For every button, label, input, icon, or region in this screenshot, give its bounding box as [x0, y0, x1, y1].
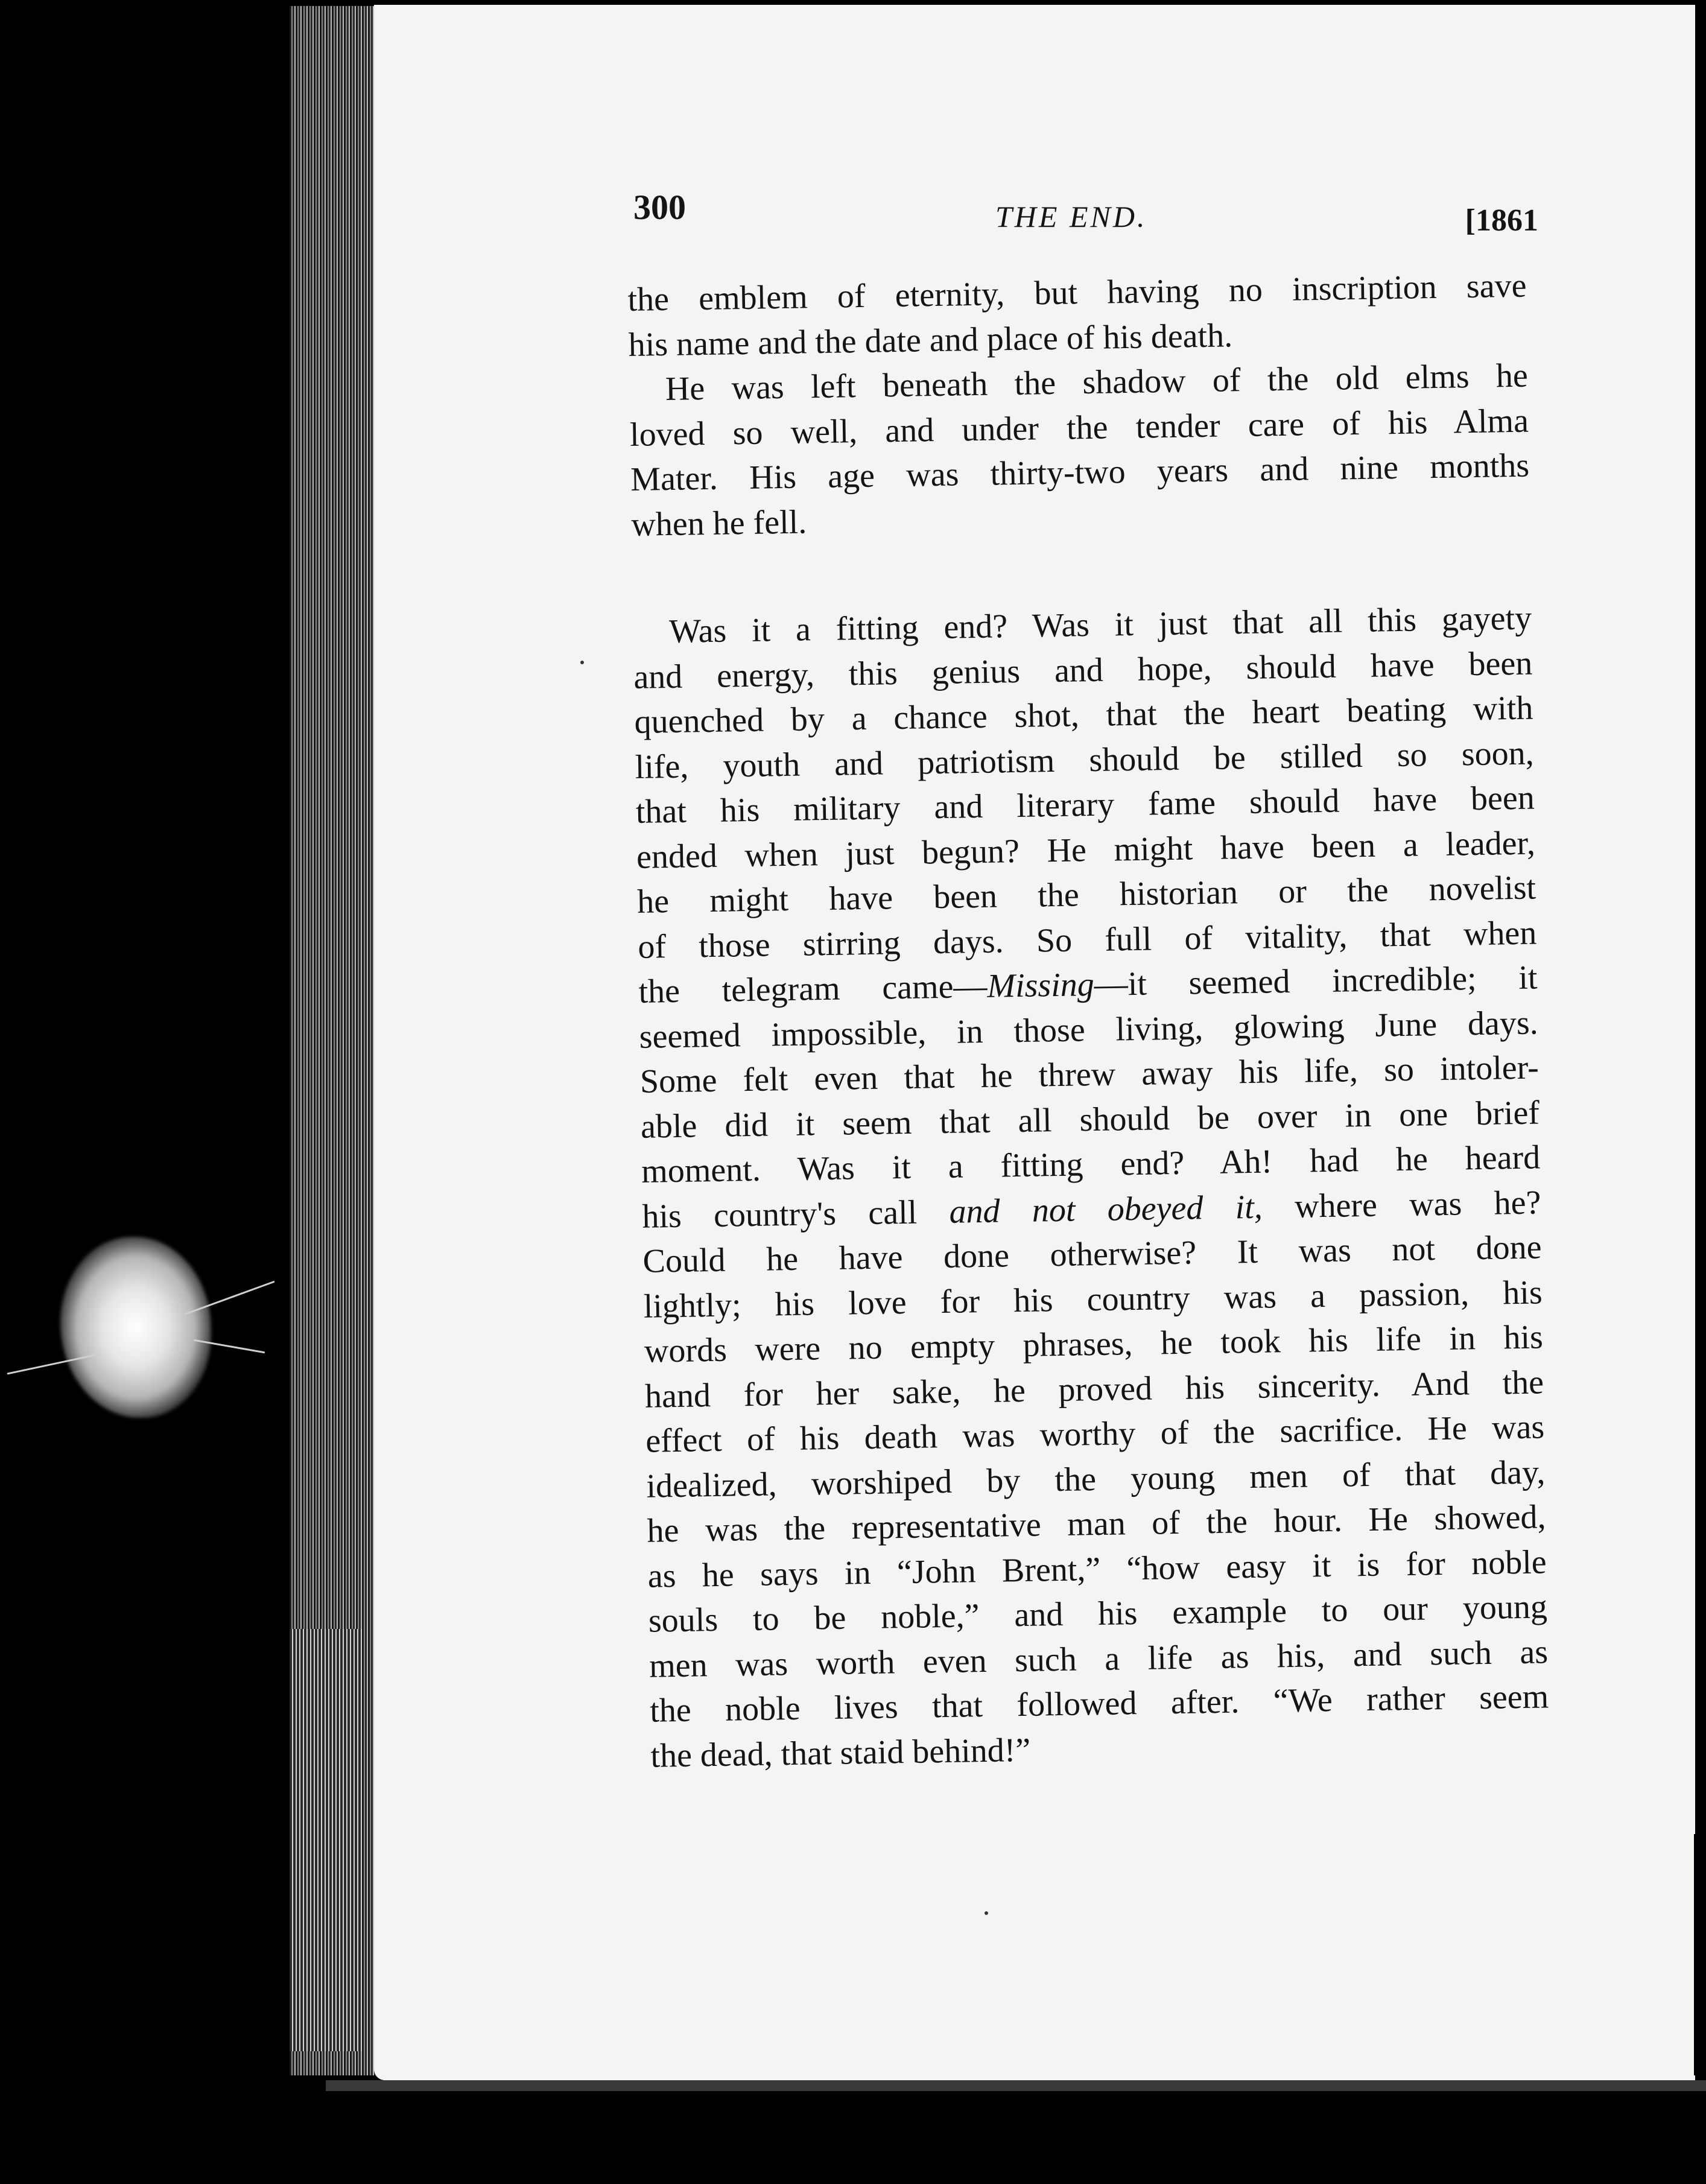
- paragraph: [627, 264, 1527, 367]
- running-head: THE END.: [995, 200, 1147, 233]
- text-line: Could he have done otherwise? It was not done: [642, 1228, 1542, 1280]
- closing-paragraph: [633, 596, 1550, 1779]
- text-line: seemed impossible, in those living, glowing June days.: [639, 1003, 1539, 1056]
- paragraph: [629, 354, 1530, 547]
- page-bottom-edge: [326, 2080, 1706, 2091]
- emphasis-missing: Missing: [986, 965, 1095, 1005]
- text-line: quenched by a chance shot, that the heart beating with: [634, 689, 1533, 741]
- text-line: words were no empty phrases, he took his life in his: [644, 1318, 1544, 1370]
- text-line: effect of his death was worthy of the sacrifice. He was: [645, 1408, 1545, 1460]
- text-line: Was it a fitting end? Was it just that all this gayety: [668, 599, 1532, 650]
- page-header: [633, 187, 1538, 247]
- page-edges-lower: [290, 1629, 362, 2051]
- text-line: the dead, that staid behind!”: [650, 1731, 1031, 1775]
- text-line: loved so well, and under the tender care of his Alma: [629, 402, 1529, 454]
- text-line: Some felt even that he threw away his life, so intoler-: [639, 1049, 1540, 1100]
- right-page-edge: [1694, 1834, 1701, 2075]
- page-number: 300: [633, 188, 686, 227]
- text-segment: the telegram came—: [638, 967, 988, 1011]
- text-line: souls to be noble,” and his example to our young: [648, 1588, 1548, 1640]
- text-line: Mater. His age was thirty-two years and nine months: [630, 446, 1530, 498]
- text-line: he might have been the historian or the novelist: [636, 869, 1536, 921]
- text-line: idealized, worshiped by the young men of that day,: [645, 1453, 1546, 1505]
- ink-speck: [985, 1911, 988, 1915]
- text-line: he was the representative man of the hour. He showed,: [647, 1498, 1546, 1550]
- text-line: He was left beneath the shadow of the old elms he: [665, 357, 1529, 408]
- text-line: the emblem of eternity, but having no inscription save: [627, 267, 1527, 319]
- text-line: the noble lives that followed after. “We rather seem: [649, 1678, 1549, 1730]
- text-line: his name and the date and place of his death.: [628, 316, 1233, 364]
- text-line: men was worth even such a life as his, and such as: [648, 1633, 1549, 1685]
- text-line: moment. Was it a fitting end? Ah! had he heard: [641, 1138, 1541, 1190]
- text-segment: —it seemed incredible; it: [1094, 959, 1538, 1003]
- emphasis-not-obeyed: and not obeyed it,: [949, 1188, 1263, 1231]
- text-line: as he says in “John Brent,” “how easy it is for noble: [647, 1543, 1547, 1595]
- body-text: [627, 264, 1550, 1779]
- ink-speck: [580, 661, 584, 664]
- text-line: ended when just begun? He might have been a leader,: [636, 824, 1536, 876]
- damage-blot: [60, 1237, 211, 1418]
- text-segment: where was he?: [1262, 1183, 1541, 1226]
- text-line: and energy, this genius and hope, should have been: [633, 644, 1533, 696]
- text-line: hand for her sake, he proved his sincerity. And the: [644, 1363, 1544, 1415]
- text-line: able did it seem that all should be over in one brief: [640, 1093, 1540, 1146]
- text-line: that his military and literary fame should have been: [635, 779, 1535, 831]
- text-line: life, youth and patriotism should be stilled so soon,: [635, 734, 1535, 786]
- text-line: of those stirring days. So full of vitality, that when: [637, 913, 1537, 966]
- text-line: when he fell.: [630, 503, 807, 544]
- year-mark: [1861: [1465, 203, 1538, 238]
- text-line: lightly; his love for his country was a passion, his: [643, 1273, 1543, 1325]
- text-segment: his country's call: [641, 1193, 950, 1236]
